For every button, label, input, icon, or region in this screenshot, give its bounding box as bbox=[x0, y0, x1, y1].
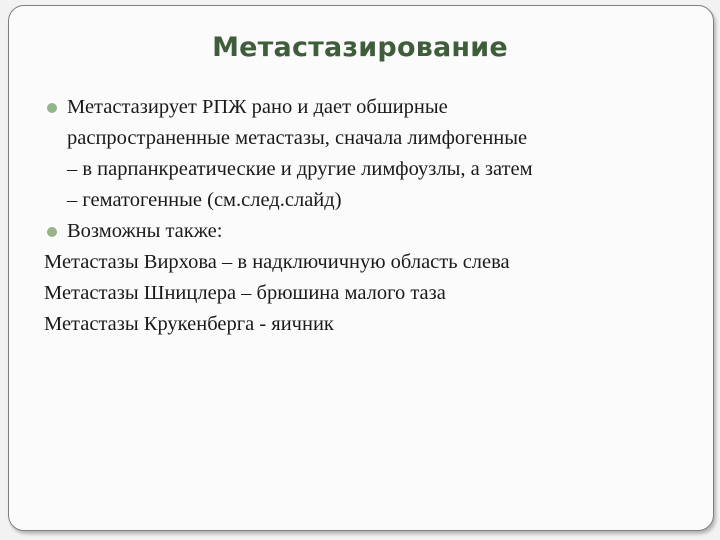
text-line-schnitzler: Метастазы Шницлера – брюшина малого таза bbox=[44, 282, 446, 304]
bullet-line: Метастазирует РПЖ рано и дает обширные bbox=[67, 96, 448, 118]
bullet-line: распространенные метастазы, сначала лимфогенные bbox=[67, 127, 528, 149]
text-line-virchow: Метастазы Вирхова – в надключичную область слева bbox=[44, 251, 510, 273]
bullet-line: Возможны также: bbox=[67, 220, 223, 242]
slide-title: Метастазирование bbox=[212, 32, 508, 63]
bullet-item-1 bbox=[44, 92, 704, 216]
bullet-icon bbox=[47, 103, 57, 113]
text-line-krukenberg: Метастазы Крукенберга - яичник bbox=[44, 313, 334, 335]
bullet-line: – гематогенные (см.след.слайд) bbox=[67, 189, 342, 211]
slide-content bbox=[44, 92, 704, 340]
bullet-item-2 bbox=[44, 216, 704, 247]
bullet-icon bbox=[47, 227, 57, 237]
bullet-line: – в парпанкреатические и другие лимфоузлы, а затем bbox=[67, 158, 533, 180]
